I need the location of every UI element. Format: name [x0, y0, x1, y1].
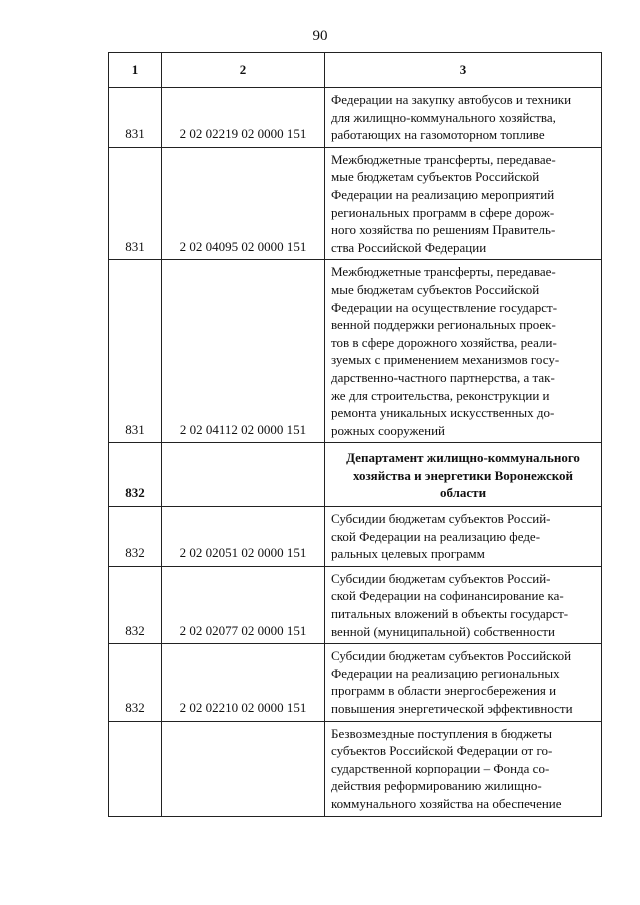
admin-code-cell: 832 [109, 507, 162, 567]
budget-code-cell [162, 721, 325, 816]
budget-codes-table [108, 52, 602, 817]
description-line: ремонта уникальных искусственных до- [331, 405, 555, 421]
description-line: Федерации на реализацию региональных [331, 665, 560, 681]
description-line: же для строительства, реконструкции и [331, 387, 550, 403]
description-line: венной (муниципальной) собственности [331, 623, 555, 639]
table-row [109, 260, 602, 443]
table-row [109, 566, 602, 643]
description-line: дарственно-частного партнерства, а так- [331, 369, 555, 385]
description-line: для жилищно-коммунального хозяйства, [331, 109, 556, 125]
description-cell [325, 507, 602, 567]
admin-code-cell: 832 [109, 566, 162, 643]
description-line: Субсидии бюджетам субъектов Россий- [331, 511, 551, 527]
description-line: Межбюджетные трансферты, передавае- [331, 264, 556, 280]
admin-code-cell: 831 [109, 260, 162, 443]
description-cell [325, 147, 602, 260]
description-cell [325, 721, 602, 816]
description-line: мые бюджетам субъектов Российской [331, 169, 540, 185]
table-header [109, 53, 602, 88]
description-line: хозяйства и энергетики Воронежской [352, 467, 574, 483]
description-line: области [439, 485, 487, 501]
column-header-2: 2 [162, 53, 325, 88]
column-header-1: 1 [109, 53, 162, 88]
description-line: сударственной корпорации – Фонда со- [331, 760, 550, 776]
description-line: Федерации на реализацию мероприятий [331, 186, 555, 202]
budget-code-cell: 2 02 04095 02 0000 151 [162, 147, 325, 260]
description-line: питальных вложений в объекты государст- [331, 606, 569, 622]
budget-code-cell: 2 02 02210 02 0000 151 [162, 644, 325, 721]
description-line: ства Российской Федерации [331, 239, 487, 255]
budget-code-cell: 2 02 04112 02 0000 151 [162, 260, 325, 443]
description-cell [325, 566, 602, 643]
description-line: мые бюджетам субъектов Российской [331, 281, 540, 297]
admin-code-cell: 832 [109, 443, 162, 507]
description-line: субъектов Российской Федерации от го- [331, 743, 553, 759]
table-row [109, 507, 602, 567]
table-body [109, 88, 602, 817]
description-line: Безвозмездные поступления в бюджеты [331, 725, 552, 741]
description-line: Субсидии бюджетам субъектов Россий- [331, 570, 551, 586]
description-line: действия реформированию жилищно- [331, 778, 542, 794]
budget-code-cell: 2 02 02219 02 0000 151 [162, 88, 325, 148]
description-line: рожных сооружений [331, 422, 445, 438]
table-row-section-heading [109, 443, 602, 507]
table-row [109, 721, 602, 816]
description-line: повышения энергетической эффективности [331, 701, 573, 716]
description-line: ской Федерации на софинансирование ка- [331, 588, 564, 604]
description-line: зуемых с применением механизмов госу- [331, 352, 560, 368]
budget-code-cell: 2 02 02077 02 0000 151 [162, 566, 325, 643]
admin-code-cell [109, 721, 162, 816]
description-line: тов в сфере дорожного хозяйства, реали- [331, 334, 557, 350]
description-line: коммунального хозяйства на обеспечение [331, 795, 562, 811]
table-row [109, 644, 602, 721]
admin-code-cell: 832 [109, 644, 162, 721]
description-cell [325, 260, 602, 443]
description-line: Федерации на закупку автобусов и техники [331, 92, 572, 107]
page-number: 90 [312, 28, 328, 44]
description-line: ральных целевых программ [331, 546, 485, 562]
description-line: венной поддержки региональных проек- [331, 317, 556, 333]
section-heading-cell [325, 443, 602, 507]
table-row [109, 147, 602, 260]
table-header-row [109, 53, 602, 88]
budget-code-cell [162, 443, 325, 507]
description-cell [325, 88, 602, 148]
admin-code-cell: 831 [109, 147, 162, 260]
description-line: Субсидии бюджетам субъектов Российской [331, 648, 572, 664]
description-line: Межбюджетные трансферты, передавае- [331, 151, 556, 167]
description-cell [325, 644, 602, 721]
description-line: региональных программ в сфере дорож- [331, 204, 555, 220]
description-line: работающих на газомоторном топливе [331, 127, 545, 143]
budget-code-cell: 2 02 02051 02 0000 151 [162, 507, 325, 567]
description-line: ской Федерации на реализацию феде- [331, 528, 541, 544]
description-line: Департамент жилищно-коммунального [346, 450, 580, 466]
description-line: Федерации на осуществление государст- [331, 299, 558, 315]
description-line: программ в области энергосбережения и [331, 683, 557, 699]
description-line: ного хозяйства по решениям Правитель- [331, 222, 556, 238]
table-row [109, 88, 602, 148]
column-header-3: 3 [325, 53, 602, 88]
admin-code-cell: 831 [109, 88, 162, 148]
